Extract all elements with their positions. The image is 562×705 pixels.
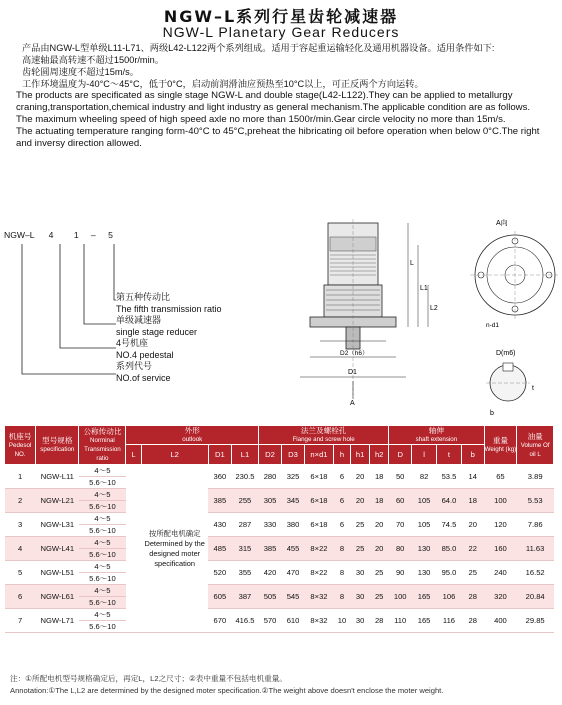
cell-b: 20 <box>461 513 484 537</box>
sub-header: t <box>436 445 461 465</box>
dim-label-nd1: n-d1 <box>486 322 500 329</box>
cell-l: 105 <box>412 513 437 537</box>
cell-oil: 29.85 <box>517 609 554 633</box>
cell-d1: 605 <box>208 585 231 609</box>
cell-ratio <box>79 465 126 489</box>
cell-b: 28 <box>461 609 484 633</box>
cell-t: 95.0 <box>436 561 461 585</box>
cell-l: 165 <box>412 609 437 633</box>
cell-h1: 25 <box>351 513 370 537</box>
dim-label-l1: L1 <box>420 285 428 292</box>
cell-h: 8 <box>333 561 350 585</box>
model-code-ratio: 5 <box>108 230 113 240</box>
cell-t: 64.0 <box>436 489 461 513</box>
cell-t: 85.0 <box>436 537 461 561</box>
cell-D: 60 <box>389 489 412 513</box>
cell-d3: 325 <box>282 465 305 489</box>
sub-header: h1 <box>351 445 370 465</box>
ratio-high: 5.6～10 <box>79 572 126 584</box>
table-row <box>5 585 554 609</box>
ratio-low: 4～5 <box>94 514 111 523</box>
cell-l: 130 <box>412 561 437 585</box>
cell-D: 80 <box>389 537 412 561</box>
dim-label-d1: D1 <box>348 369 357 376</box>
cell-d1: 385 <box>208 489 231 513</box>
cell-spec: NGW-L61 <box>36 585 79 609</box>
spec-table <box>4 425 554 633</box>
table-row <box>5 513 554 537</box>
col-header-ratio: 公称传动比 Norminal Transmission ratio <box>79 426 126 465</box>
cell-w: 320 <box>484 585 517 609</box>
intro-cn-item: 齿轮圆周速度不超过15m/s。 <box>22 67 139 77</box>
sub-header: D3 <box>282 445 305 465</box>
legend-cn: 4号机座 <box>116 338 149 348</box>
cell-l-empty <box>126 465 141 633</box>
cell-d2: 305 <box>259 489 282 513</box>
cell-l1: 255 <box>231 489 258 513</box>
cell-h2: 28 <box>370 609 389 633</box>
col-header-shaft: 轴伸 shaft extension <box>389 426 484 445</box>
cell-spec: NGW-L11 <box>36 465 79 489</box>
cell-h: 6 <box>333 489 350 513</box>
sub-header: h2 <box>370 445 389 465</box>
cell-d1: 485 <box>208 537 231 561</box>
dim-label-dm6: D(m6) <box>496 350 516 357</box>
cell-h1: 30 <box>351 561 370 585</box>
cell-oil: 7.86 <box>517 513 554 537</box>
ratio-high: 5.6～10 <box>79 500 126 512</box>
cell-h: 8 <box>333 537 350 561</box>
ratio-low: 4～5 <box>94 586 111 595</box>
cell-b: 28 <box>461 585 484 609</box>
sub-header: D1 <box>208 445 231 465</box>
cell-no: 5 <box>5 561 36 585</box>
cell-h2: 18 <box>370 489 389 513</box>
cell-h2: 18 <box>370 465 389 489</box>
cell-oil: 11.63 <box>517 537 554 561</box>
cell-no: 1 <box>5 465 36 489</box>
note-cn: 注：①所配电机型号规格确定后，再定L，L2之尺寸；②表中重量不包括电机重量。 <box>10 674 287 683</box>
cell-h2: 20 <box>370 537 389 561</box>
cell-nd: 8×32 <box>305 609 334 633</box>
cell-spec: NGW-L31 <box>36 513 79 537</box>
cell-h2: 25 <box>370 585 389 609</box>
ratio-low: 4～5 <box>94 610 111 619</box>
cell-spec: NGW-L51 <box>36 561 79 585</box>
cell-l1: 230.5 <box>231 465 258 489</box>
ratio-low: 4～5 <box>94 562 111 571</box>
intro-en-paragraph: The products are specificated as single stage NGW-L and double stage(L42-L122).They can be applied to metallurgy craning,transportation,chemical industry and light industry as general mechanism.The applicable condition are as follows. <box>16 90 531 113</box>
ratio-high: 5.6～10 <box>79 548 126 560</box>
page-title-cn: NGW–L系列行星齿轮减速器 <box>163 7 399 26</box>
cell-h2: 20 <box>370 513 389 537</box>
cell-h1: 20 <box>351 489 370 513</box>
intro-en-item: The maximum wheeling speed of high speed axle no more than 1500r/min.Gear circle velocity no more than 15m/s. <box>16 114 506 125</box>
cell-h1: 25 <box>351 537 370 561</box>
sub-header: L <box>126 445 141 465</box>
cell-w: 100 <box>484 489 517 513</box>
cell-b: 18 <box>461 489 484 513</box>
reducer-drawing <box>300 215 558 420</box>
table-row <box>5 609 554 633</box>
cell-h2: 25 <box>370 561 389 585</box>
ratio-high: 5.6～10 <box>79 476 126 488</box>
cell-l1: 315 <box>231 537 258 561</box>
cell-l1: 287 <box>231 513 258 537</box>
cell-h1: 20 <box>351 465 370 489</box>
cell-l1: 416.5 <box>231 609 258 633</box>
cell-d2: 385 <box>259 537 282 561</box>
sub-header: b <box>461 445 484 465</box>
ratio-high: 5.6～10 <box>79 596 126 608</box>
col-header-flange: 法兰及螺栓孔 Flange and screw hole <box>259 426 389 445</box>
cell-d1: 670 <box>208 609 231 633</box>
cell-t: 53.5 <box>436 465 461 489</box>
cell-D: 110 <box>389 609 412 633</box>
cell-nd: 8×22 <box>305 561 334 585</box>
cell-t: 74.5 <box>436 513 461 537</box>
ratio-high: 5.6～10 <box>79 620 126 632</box>
cell-nd: 6×18 <box>305 465 334 489</box>
cell-oil: 20.84 <box>517 585 554 609</box>
dim-label-d2: D2（h6） <box>340 350 369 357</box>
model-code-pedestal: 4 <box>48 230 54 240</box>
cell-l1: 387 <box>231 585 258 609</box>
cell-t: 116 <box>436 609 461 633</box>
cell-d2: 505 <box>259 585 282 609</box>
sub-header: L1 <box>231 445 258 465</box>
cell-d3: 470 <box>282 561 305 585</box>
cell-no: 7 <box>5 609 36 633</box>
cell-w: 160 <box>484 537 517 561</box>
cell-nd: 6×18 <box>305 513 334 537</box>
model-code-prefix: NGW–L <box>4 230 35 240</box>
table-row <box>5 465 554 489</box>
cell-h: 6 <box>333 465 350 489</box>
intro-en-item: The actuating temperature ranging form-40°C to 45°C,preheat the hibricating oil before operation when below 0°C.The right and inversy direction allowed. <box>16 126 540 149</box>
cell-h1: 30 <box>351 609 370 633</box>
cell-l: 105 <box>412 489 437 513</box>
cell-spec: NGW-L21 <box>36 489 79 513</box>
legend-en: NO.4 pedestal <box>116 349 174 360</box>
cell-d1: 430 <box>208 513 231 537</box>
cell-h: 8 <box>333 585 350 609</box>
sub-header: D2 <box>259 445 282 465</box>
cell-oil: 5.53 <box>517 489 554 513</box>
cell-l: 165 <box>412 585 437 609</box>
cell-nd: 8×32 <box>305 585 334 609</box>
cell-nd: 6×18 <box>305 489 334 513</box>
cell-l: 82 <box>412 465 437 489</box>
dim-label-l2: L2 <box>430 305 438 312</box>
col-header-pedestal: 机座号 Pedesol NO. <box>5 426 36 465</box>
table-row <box>5 489 554 513</box>
cell-d3: 345 <box>282 489 305 513</box>
legend-en: NO.of service <box>116 372 171 383</box>
dim-label-t: t <box>532 385 534 392</box>
ratio-low: 4～5 <box>94 466 111 475</box>
ratio-high: 5.6～10 <box>79 524 126 536</box>
cell-d3: 545 <box>282 585 305 609</box>
note-en: Annotation:①The L,L2 are determined by the designed moter specification.②The weight above doesn't enclose the moter weight. <box>10 686 444 695</box>
cell-w: 240 <box>484 561 517 585</box>
col-header-oil: 油量 Volume Of oil L <box>517 426 554 465</box>
cell-oil: 16.52 <box>517 561 554 585</box>
cell-d2: 570 <box>259 609 282 633</box>
cell-d1: 520 <box>208 561 231 585</box>
cell-h: 10 <box>333 609 350 633</box>
cell-D: 70 <box>389 513 412 537</box>
table-row <box>5 537 554 561</box>
model-code-leader-lines <box>0 238 130 408</box>
cell-nd: 8×22 <box>305 537 334 561</box>
dim-label-b: b <box>490 410 494 417</box>
cell-no: 6 <box>5 585 36 609</box>
spec-table-body <box>5 465 554 633</box>
legend-en: The fifth transmission ratio <box>116 303 222 314</box>
cell-spec: NGW-L71 <box>36 609 79 633</box>
cell-l2-merged: 按所配电机确定 Determined by the designed moter specification <box>141 465 208 633</box>
model-code-legend <box>116 292 222 384</box>
cell-w: 120 <box>484 513 517 537</box>
cell-ratio <box>79 609 126 633</box>
model-code-dash: – <box>90 230 96 240</box>
cell-ratio <box>79 585 126 609</box>
col-header-outlook: 外形 outlook <box>126 426 259 445</box>
cell-D: 100 <box>389 585 412 609</box>
ratio-low: 4～5 <box>94 490 111 499</box>
cell-oil: 3.89 <box>517 465 554 489</box>
model-code-stage: 1 <box>73 230 79 240</box>
cell-l: 130 <box>412 537 437 561</box>
cell-w: 65 <box>484 465 517 489</box>
intro-section <box>6 42 554 150</box>
cell-d3: 380 <box>282 513 305 537</box>
intro-cn-item: 高速轴最高转速不超过1500r/min。 <box>22 55 164 65</box>
legend-en: single stage reducer <box>116 326 198 337</box>
dim-label-a-view: A向 <box>496 220 508 227</box>
sub-header: n×d1 <box>305 445 334 465</box>
col-header-weight: 重量 Weight (kg) <box>484 426 517 465</box>
legend-cn: 第五种传动比 <box>116 292 171 302</box>
cell-ratio <box>79 561 126 585</box>
col-header-spec: 型号规格 specification <box>36 426 79 465</box>
cell-no: 2 <box>5 489 36 513</box>
cell-D: 90 <box>389 561 412 585</box>
cell-d3: 455 <box>282 537 305 561</box>
cell-no: 3 <box>5 513 36 537</box>
sub-header: l <box>412 445 437 465</box>
cell-spec: NGW-L41 <box>36 537 79 561</box>
cell-d2: 330 <box>259 513 282 537</box>
dim-label-l: L <box>410 260 414 267</box>
cell-ratio <box>79 489 126 513</box>
cell-d2: 280 <box>259 465 282 489</box>
cell-b: 25 <box>461 561 484 585</box>
cell-no: 4 <box>5 537 36 561</box>
legend-cn: 单级减速器 <box>116 315 162 325</box>
cell-d1: 360 <box>208 465 231 489</box>
cell-t: 106 <box>436 585 461 609</box>
cell-ratio <box>79 513 126 537</box>
cell-h1: 30 <box>351 585 370 609</box>
cell-d2: 420 <box>259 561 282 585</box>
table-row <box>5 561 554 585</box>
intro-cn-paragraph: 产品由NGW-L型单级L11-L71、两级L42-L122两个系列组成。适用于容起重运输轻化及通用机器设备。适用条件如下: <box>22 43 495 53</box>
cell-ratio <box>79 537 126 561</box>
cell-w: 400 <box>484 609 517 633</box>
sub-header: D <box>389 445 412 465</box>
sub-header: h <box>333 445 350 465</box>
cell-b: 22 <box>461 537 484 561</box>
cell-d3: 610 <box>282 609 305 633</box>
notes <box>10 673 443 697</box>
cell-l1: 355 <box>231 561 258 585</box>
sub-header: L2 <box>141 445 208 465</box>
ratio-low: 4～5 <box>94 538 111 547</box>
cell-D: 50 <box>389 465 412 489</box>
dim-label-a: A <box>350 400 355 407</box>
legend-cn: 系列代号 <box>116 361 153 371</box>
cell-b: 14 <box>461 465 484 489</box>
intro-cn-item: 工作环境温度为-40°C～45°C，低于0°C，启动前润滑油应预热至10°C以上，可正反两个方向运转。 <box>22 79 424 89</box>
page-title-en: NGW-L Planetary Gear Reducers <box>162 24 400 40</box>
cell-h: 6 <box>333 513 350 537</box>
